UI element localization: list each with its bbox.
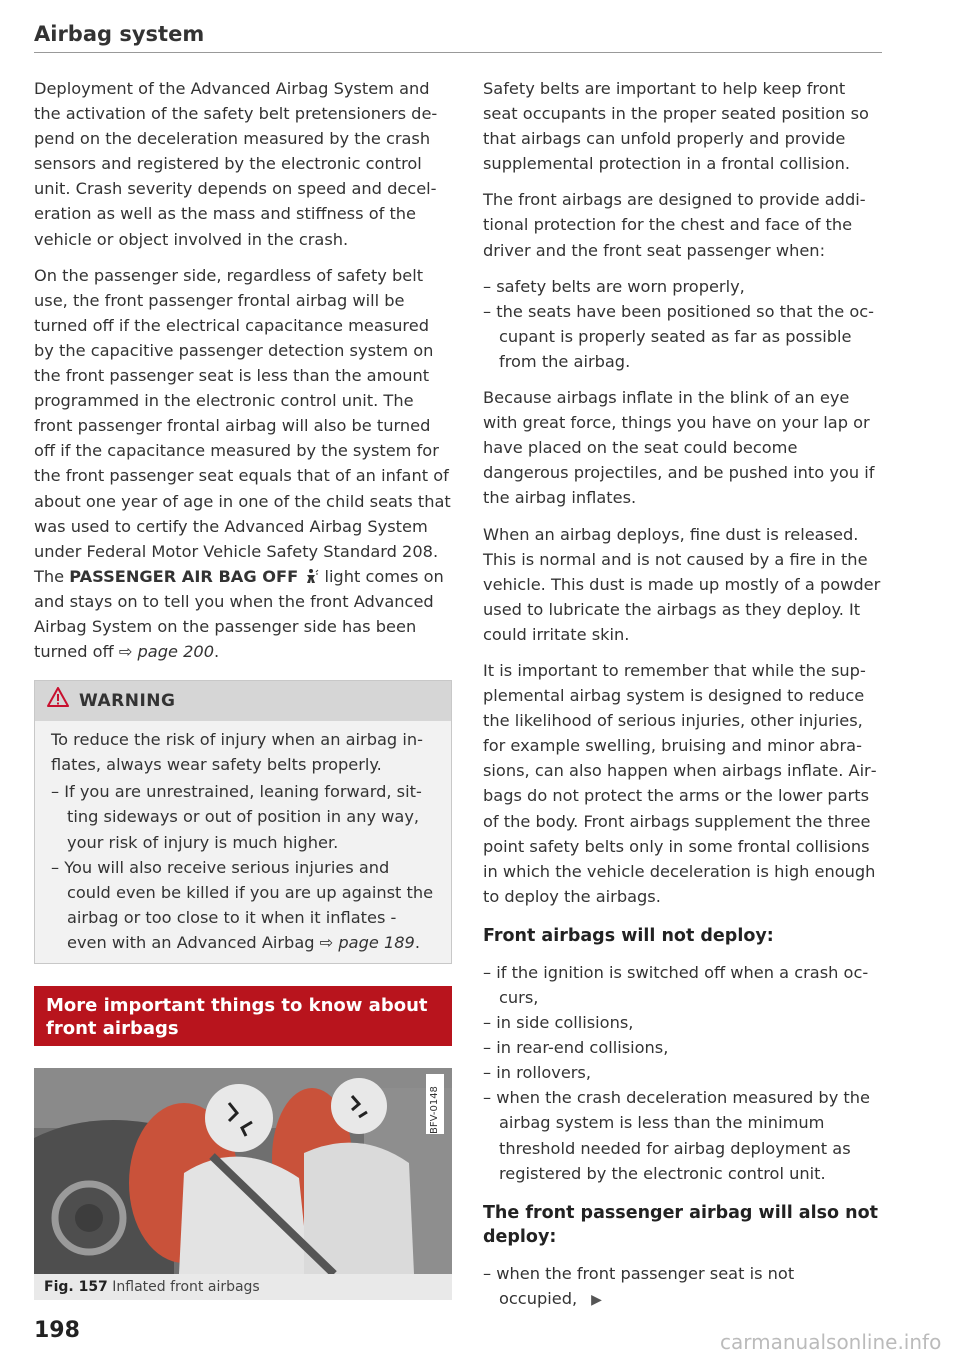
warning-item: – You will also receive serious injuries and could even be killed if you are up against the airbag or too close to it when it inflates - even with an Advanced Airbag ⇨ page 189. <box>51 857 434 952</box>
page-link[interactable]: ⇨ page 189 <box>319 932 415 952</box>
figure-code: BFV-0148 <box>429 1086 440 1134</box>
continue-arrow-icon: ▶ <box>591 1291 602 1308</box>
header-rule <box>34 52 882 53</box>
section-title: More important things to know about front airbags <box>34 986 452 1046</box>
watermark: carmanualsonline.info <box>720 1330 942 1354</box>
warning-title: WARNING <box>79 690 176 711</box>
paragraph: It is important to remember that while the supplemental airbag system is designed to reduce the likelihood of serious injuries, other injuries, for example swelling, bruising and minor abrasions, can also happen when airbags inflate. Airbags do not protect the arms or the lower parts of the body. Front airbags supplement the three point safety belts only in some frontal collisions in which the vehicle deceleration is high enough to deploy the airbags. <box>483 660 877 906</box>
warning-icon <box>47 687 79 715</box>
figure-illustration <box>34 1068 452 1274</box>
warning-body <box>35 721 451 963</box>
list-item: – in rear-end collisions, <box>483 1038 669 1058</box>
page-header-title: Airbag system <box>34 22 205 46</box>
list <box>483 1261 883 1313</box>
list-item: – in side collisions, <box>483 1013 634 1033</box>
page-number: 198 <box>34 1318 80 1343</box>
paragraph: Safety belts are important to help keep front seat occupants in the proper seated position so that airbags can unfold properly and provide supplemental protection in a frontal collision. <box>483 79 869 174</box>
list-item: – safety belts are worn properly, <box>483 276 745 296</box>
list <box>483 960 883 1186</box>
passenger-airbag-off-icon <box>303 567 319 586</box>
list-item: – the seats have been positioned so that the occupant is properly seated as far as possible from the airbag. <box>483 301 875 371</box>
paragraph: Because airbags inflate in the blink of an eye with great force, things you have on your lap or have placed on the seat could become dangerous projectiles, and be pushed into you if the airbag inflates. <box>483 388 875 508</box>
paragraph: The front airbags are designed to provide additional protection for the chest and face of the driver and the front seat passenger when: <box>483 190 866 260</box>
right-column <box>483 76 883 1324</box>
list-item: – when the front passenger seat is not occupied, ▶ <box>483 1263 795 1308</box>
subheading: Front airbags will not deploy: <box>483 925 774 946</box>
figure-caption <box>34 1274 452 1300</box>
paragraph: When an airbag deploys, fine dust is released. This is normal and is not caused by a fire in the vehicle. This dust is made up mostly of a powder used to lubricate the airbags as they deploy. It could irritate skin. <box>483 524 881 644</box>
warning-intro: To reduce the risk of injury when an airbag inflates, always wear safety belts properly. <box>51 730 423 775</box>
left-column <box>34 76 452 1300</box>
list-item: – in rollovers, <box>483 1063 592 1083</box>
list <box>483 274 883 374</box>
paragraph: Deployment of the Advanced Airbag System and the activation of the safety belt pretensioners depend on the deceleration measured by the crash sensors and registered by the electronic control unit. Crash severity depends on speed and deceleration as well as the mass and stiffness of the vehicle or object involved in the crash. <box>34 79 438 249</box>
warning-header <box>35 681 451 721</box>
subheading: The front passenger airbag will also not deploy: <box>483 1202 878 1247</box>
list-item: – if the ignition is switched off when a crash occurs, <box>483 962 869 1007</box>
warning-box <box>34 680 452 964</box>
paragraph: On the passenger side, regardless of safety belt use, the front passenger frontal airbag will be turned off if the electrical capacitance measured by the capacitive passenger detection system on the front passenger seat is less than the amount programmed in the electronic control unit. The front passenger frontal airbag will also be turned off if the capacitance measured by the system for the front passenger seat equals that of an infant of about one year of age in one of the child seats that was used to certify the Advanced Airbag System under Federal Motor Vehicle Safety Standard 208. The PASSENGER AIR BAG OFF light comes on and stays on to tell you when the front Advanced Airbag System on the passenger side has been turned off ⇨ page 200. <box>34 265 451 662</box>
page-link[interactable]: ⇨ page 200 <box>118 642 215 662</box>
figure-label: Fig. 157 <box>44 1279 108 1295</box>
indicator-name: PASSENGER AIR BAG OFF <box>69 566 299 586</box>
airbag-illustration <box>34 1068 452 1274</box>
figure-caption-text: Inflated front airbags <box>112 1279 260 1295</box>
list-item: – when the crash deceleration measured by the airbag system is less than the minimum threshold needed for airbag deployment as registered by the electronic control unit. <box>483 1088 870 1183</box>
warning-item: – If you are unrestrained, leaning forward, sitting sideways or out of position in any way, your risk of injury is much higher. <box>51 782 422 852</box>
